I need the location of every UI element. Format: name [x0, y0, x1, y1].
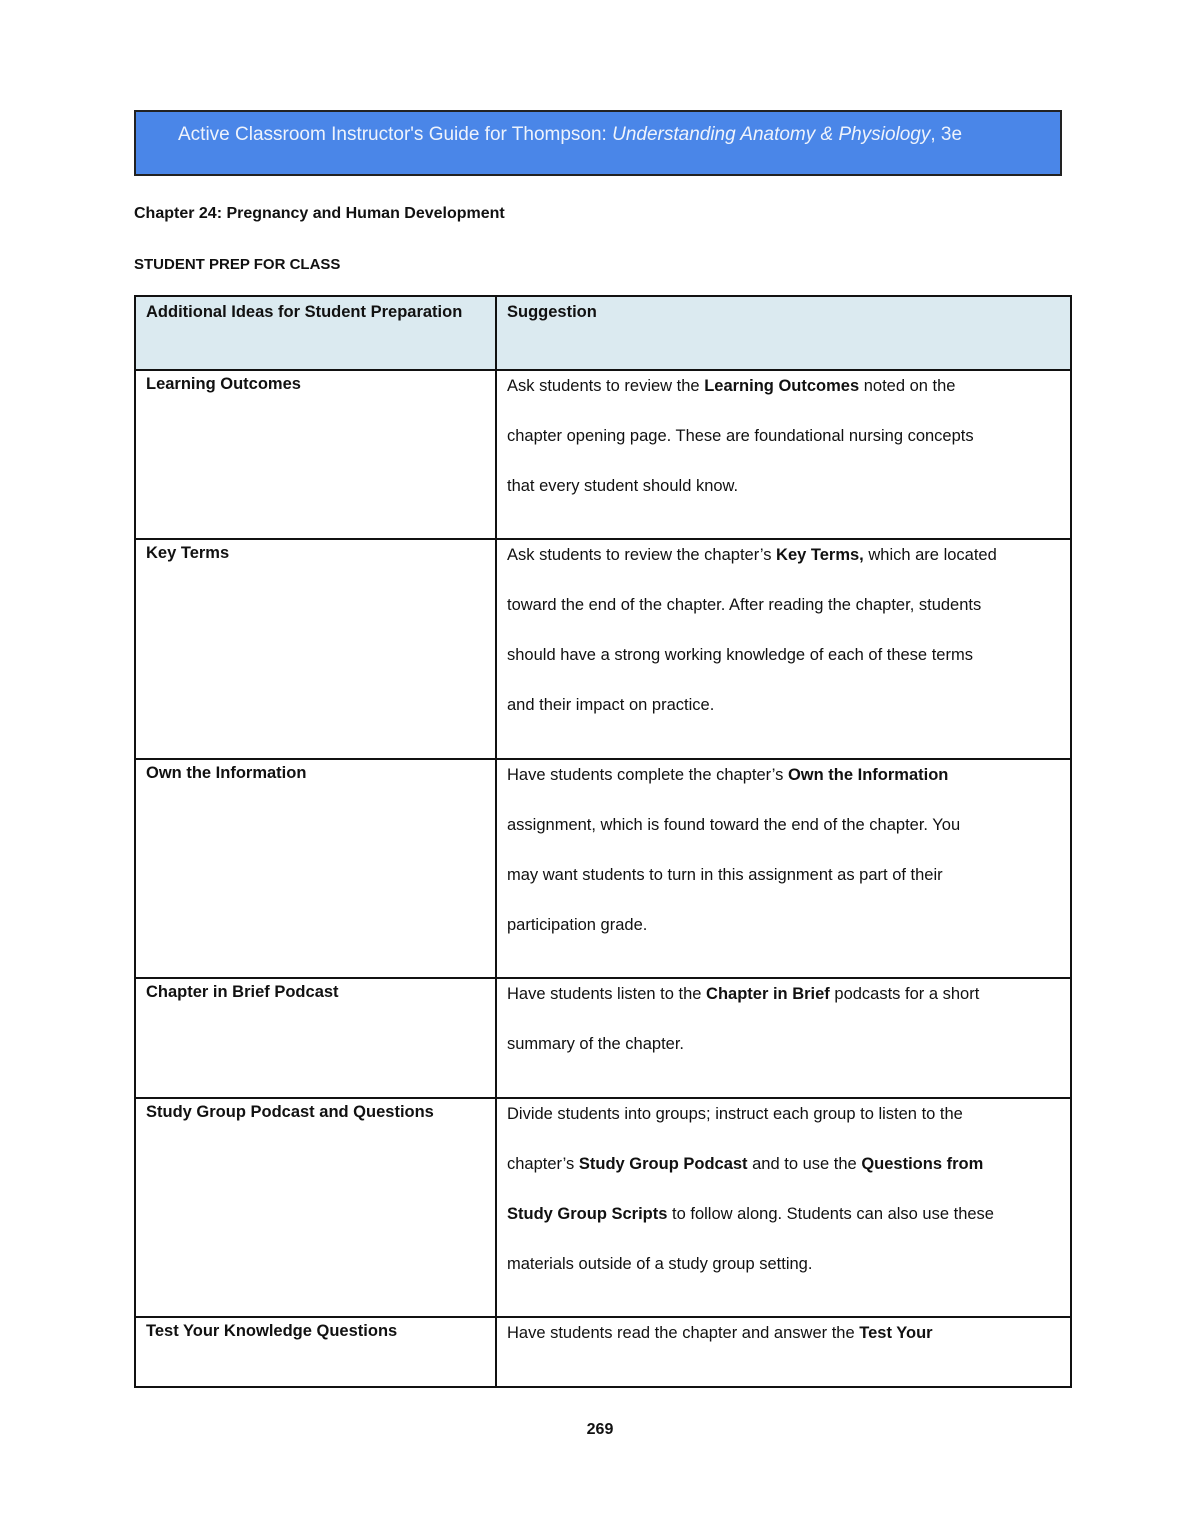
header-suggestion: Suggestion	[496, 296, 1071, 370]
text-segment: Have students read the chapter and answer the	[507, 1324, 860, 1342]
suggestion-cell	[496, 370, 1071, 539]
suggestion-line	[507, 694, 1060, 744]
page-number: 269	[586, 1421, 614, 1438]
suggestion-line	[507, 1253, 1060, 1303]
banner-title	[178, 124, 962, 146]
suggestion-line	[507, 814, 1060, 864]
bold-term: Study Group Scripts	[507, 1205, 668, 1223]
table-row	[135, 978, 1071, 1098]
suggestion-line	[507, 764, 1060, 814]
suggestion-line	[507, 864, 1060, 914]
bold-term: Questions from	[861, 1155, 984, 1173]
idea-cell: Chapter in Brief Podcast	[135, 978, 496, 1098]
text-segment: Ask students to review the chapter’s	[507, 546, 777, 564]
idea-cell: Key Terms	[135, 539, 496, 759]
bold-term: Study Group Podcast	[578, 1155, 748, 1173]
text-segment: summary of the chapter.	[507, 1035, 684, 1053]
text-segment: toward the end of the chapter. After reading the chapter, students	[507, 596, 982, 614]
bold-term: Learning Outcomes	[704, 377, 860, 395]
bold-term: Own the Information	[787, 766, 949, 784]
text-segment: chapter’s	[507, 1155, 579, 1173]
idea-cell: Learning Outcomes	[135, 370, 496, 539]
text-segment: assignment, which is found toward the end of the chapter. You	[507, 816, 961, 834]
suggestion-line	[507, 1153, 1060, 1203]
idea-cell: Test Your Knowledge Questions	[135, 1317, 496, 1387]
table-row	[135, 370, 1071, 539]
table-header-row	[135, 296, 1071, 370]
banner-edition: , 3e	[930, 124, 963, 145]
text-segment: Divide students into groups; instruct each group to listen to the	[507, 1105, 963, 1123]
suggestion-cell	[496, 759, 1071, 978]
text-segment: materials outside of a study group setting.	[507, 1255, 813, 1273]
text-segment: podcasts for a short	[829, 985, 980, 1003]
table-row	[135, 1098, 1071, 1317]
guide-banner	[134, 110, 1062, 176]
suggestion-line	[507, 475, 1060, 525]
suggestion-line	[507, 914, 1060, 964]
student-prep-table	[134, 295, 1072, 1388]
suggestion-line	[507, 544, 1060, 594]
suggestion-cell	[496, 539, 1071, 759]
text-segment: that every student should know.	[507, 477, 739, 495]
text-segment: Ask students to review the	[507, 377, 705, 395]
bold-term: Test Your	[859, 1324, 933, 1342]
text-segment: should have a strong working knowledge of each of these terms	[507, 646, 973, 664]
chapter-title: Chapter 24: Pregnancy and Human Development	[134, 205, 505, 222]
text-segment: may want students to turn in this assignment as part of their	[507, 866, 943, 884]
banner-book-title: Understanding Anatomy & Physiology	[612, 124, 931, 145]
text-segment: Have students listen to the	[507, 985, 707, 1003]
text-segment: chapter opening page. These are foundational nursing concepts	[507, 427, 974, 445]
text-segment: noted on the	[859, 377, 956, 395]
table-row	[135, 539, 1071, 759]
suggestion-line	[507, 375, 1060, 425]
banner-prefix: Active Classroom Instructor's Guide for Thompson:	[178, 124, 613, 145]
suggestion-line	[507, 1322, 1060, 1372]
suggestion-line	[507, 425, 1060, 475]
idea-cell: Own the Information	[135, 759, 496, 978]
table-row	[135, 1317, 1071, 1387]
section-title: STUDENT PREP FOR CLASS	[134, 256, 341, 273]
bold-term: Key Terms,	[776, 546, 864, 564]
suggestion-line	[507, 594, 1060, 644]
suggestion-line	[507, 644, 1060, 694]
suggestion-cell	[496, 978, 1071, 1098]
text-segment: and to use the	[747, 1155, 862, 1173]
suggestion-line	[507, 1103, 1060, 1153]
suggestion-line	[507, 983, 1060, 1033]
suggestion-cell	[496, 1317, 1071, 1387]
header-ideas: Additional Ideas for Student Preparation	[135, 296, 496, 370]
suggestion-line	[507, 1203, 1060, 1253]
text-segment: to follow along. Students can also use these	[667, 1205, 994, 1223]
text-segment: and their impact on practice.	[507, 696, 715, 714]
text-segment: Have students complete the chapter’s	[507, 766, 788, 784]
bold-term: Chapter in Brief	[706, 985, 830, 1003]
suggestion-line	[507, 1033, 1060, 1083]
table-row	[135, 759, 1071, 978]
suggestion-cell	[496, 1098, 1071, 1317]
idea-cell: Study Group Podcast and Questions	[135, 1098, 496, 1317]
text-segment: which are located	[863, 546, 997, 564]
text-segment: participation grade.	[507, 916, 648, 934]
